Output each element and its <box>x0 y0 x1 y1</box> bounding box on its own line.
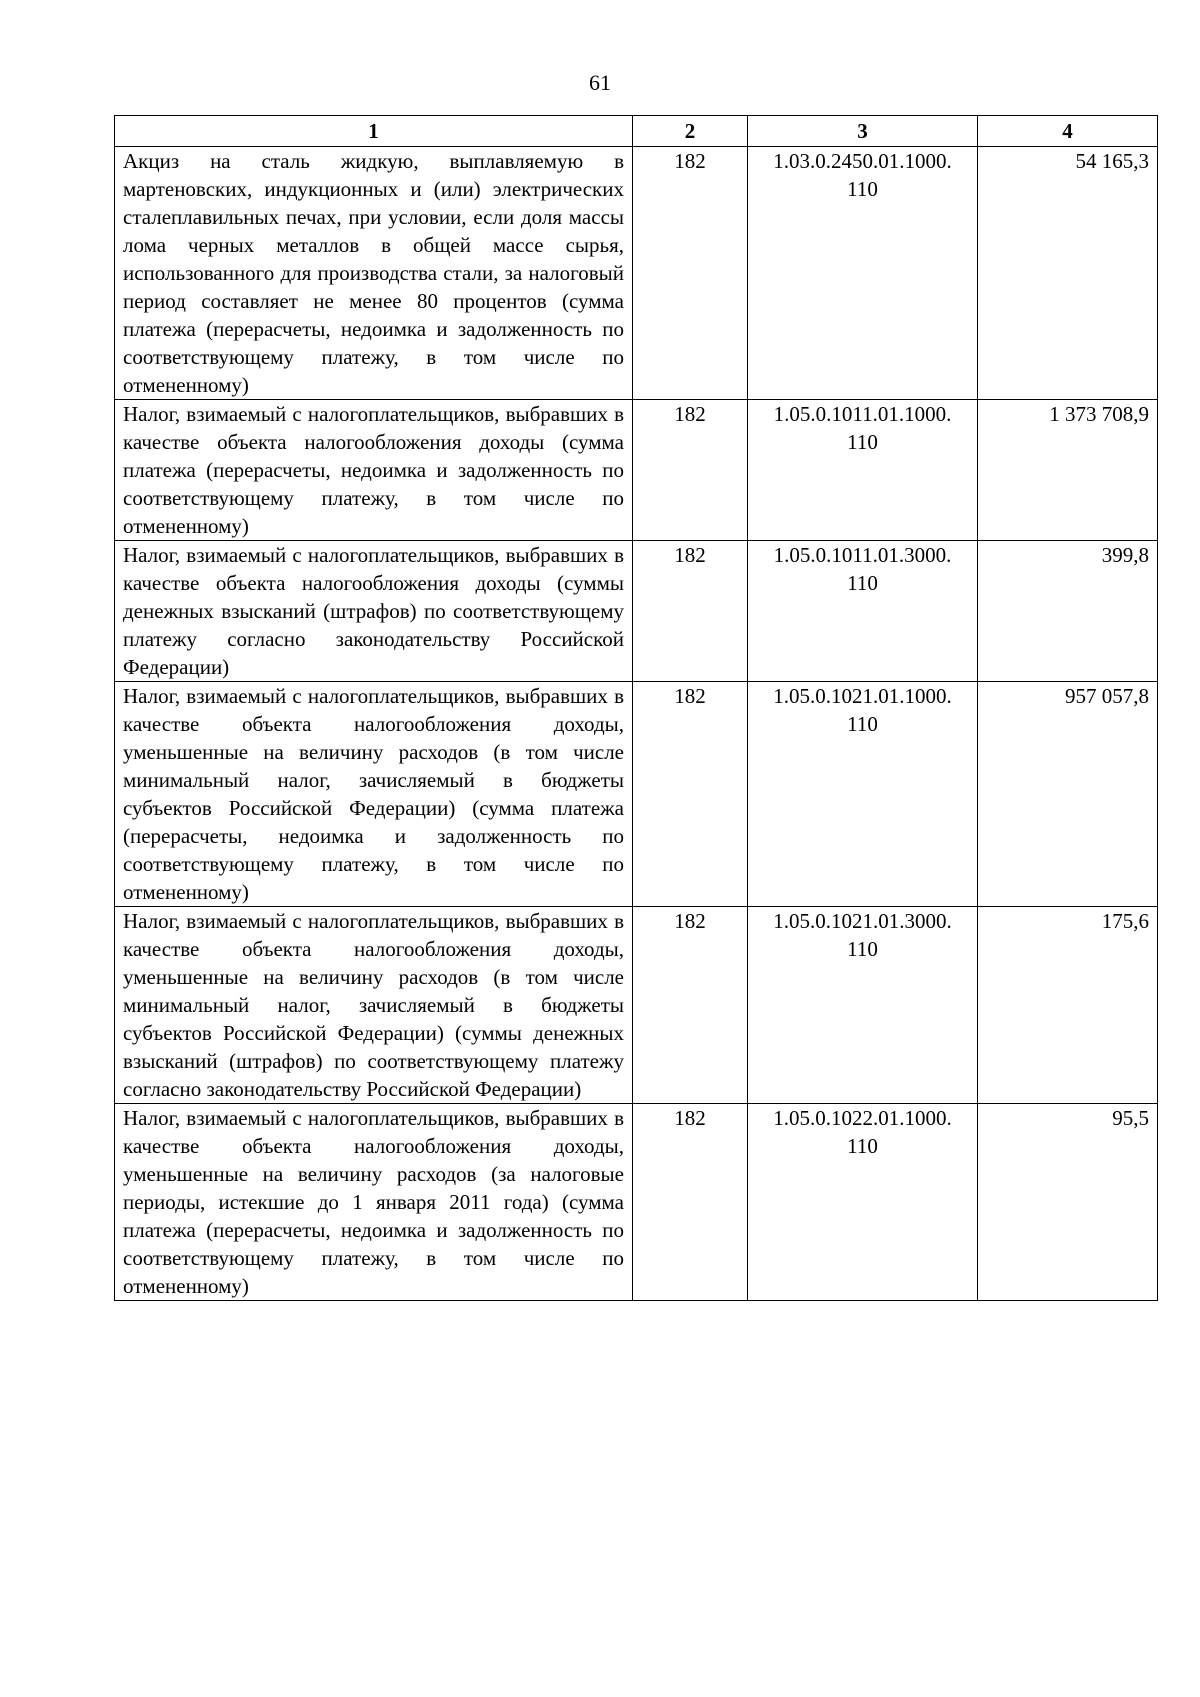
page-number: 61 <box>589 70 611 95</box>
column-header-3: 3 <box>748 116 978 147</box>
row-admin-code: 182 <box>633 682 748 907</box>
table-row <box>115 907 1158 1104</box>
row-classification-code: 1.05.0.1021.01.1000. 110 <box>748 682 978 907</box>
row-description: Налог, взимаемый с налогоплательщиков, выбравших в качестве объекта налогообложения доходы (сумма платежа (перерасчеты, недоимка и задолженность по соответствующему платежу, в том числе по отмененному) <box>115 400 633 541</box>
row-amount: 1 373 708,9 <box>978 400 1158 541</box>
row-admin-code: 182 <box>633 1104 748 1301</box>
row-amount: 399,8 <box>978 541 1158 682</box>
table-row <box>115 541 1158 682</box>
table-row <box>115 1104 1158 1301</box>
row-description: Налог, взимаемый с налогоплательщиков, выбравших в качестве объекта налогообложения доходы, уменьшенные на величину расходов (в том числе минимальный налог, зачисляемый в бюджеты субъектов Российской Федерации) (сумма платежа (перерасчеты, недоимка и задолженность по соответствующему платежу, в том числе по отмененному) <box>115 682 633 907</box>
row-admin-code: 182 <box>633 541 748 682</box>
row-classification-code: 1.03.0.2450.01.1000. 110 <box>748 147 978 400</box>
row-description: Налог, взимаемый с налогоплательщиков, выбравших в качестве объекта налогообложения доходы, уменьшенные на величину расходов (в том числе минимальный налог, зачисляемый в бюджеты субъектов Российской Федерации) (суммы денежных взысканий (штрафов) по соответствующему платежу согласно законодательству Российской Федерации) <box>115 907 633 1104</box>
row-description: Налог, взимаемый с налогоплательщиков, выбравших в качестве объекта налогообложения доходы, уменьшенные на величину расходов (за налоговые периоды, истекшие до 1 января 2011 года) (сумма платежа (перерасчеты, недоимка и задолженность по соответствующему платежу, в том числе по отмененному) <box>115 1104 633 1301</box>
row-classification-code: 1.05.0.1022.01.1000. 110 <box>748 1104 978 1301</box>
budget-revenue-table <box>114 115 1158 1301</box>
column-header-2: 2 <box>633 116 748 147</box>
table-row <box>115 147 1158 400</box>
table-row <box>115 682 1158 907</box>
row-amount: 175,6 <box>978 907 1158 1104</box>
row-classification-code: 1.05.0.1021.01.3000. 110 <box>748 907 978 1104</box>
row-description: Налог, взимаемый с налогоплательщиков, выбравших в качестве объекта налогообложения доходы (суммы денежных взысканий (штрафов) по соответствующему платежу согласно законодательству Российской Федерации) <box>115 541 633 682</box>
row-classification-code: 1.05.0.1011.01.3000. 110 <box>748 541 978 682</box>
column-header-4: 4 <box>978 116 1158 147</box>
table-row <box>115 400 1158 541</box>
row-amount: 54 165,3 <box>978 147 1158 400</box>
row-classification-code: 1.05.0.1011.01.1000. 110 <box>748 400 978 541</box>
row-description: Акциз на сталь жидкую, выплавляемую в мартеновских, индукционных и (или) электрических сталеплавильных печах, при условии, если доля массы лома черных металлов в общей массе сырья, использованного для производства стали, за налоговый период составляет не менее 80 процентов (сумма платежа (перерасчеты, недоимка и задолженность по соответствующему платежу, в том числе по отмененному) <box>115 147 633 400</box>
row-admin-code: 182 <box>633 400 748 541</box>
row-admin-code: 182 <box>633 907 748 1104</box>
row-amount: 957 057,8 <box>978 682 1158 907</box>
table-header-row <box>115 116 1158 147</box>
column-header-1: 1 <box>115 116 633 147</box>
row-amount: 95,5 <box>978 1104 1158 1301</box>
row-admin-code: 182 <box>633 147 748 400</box>
